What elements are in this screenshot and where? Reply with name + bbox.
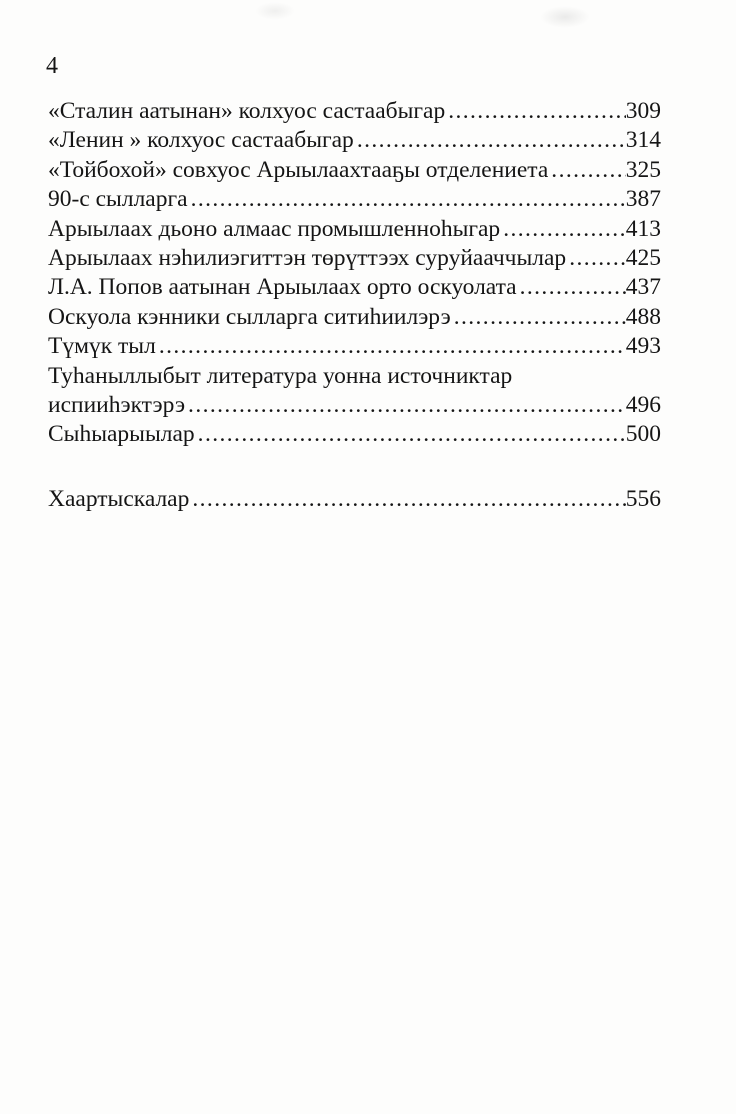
toc-entry-title: испииһэктэрэ [48, 392, 186, 419]
toc-entry-page: 437 [625, 274, 661, 301]
toc-entry-title: Арыылаах нэһилиэгиттэн төрүттээх суруйааччылар [48, 245, 567, 272]
toc-entry-title: 90-с сылларга [48, 186, 188, 213]
toc-entry-title: Түмүк тыл [48, 333, 156, 360]
toc-dot-leader [503, 215, 626, 244]
toc-entry-page: 314 [625, 127, 661, 154]
toc-entry [48, 156, 661, 185]
toc-entry [48, 273, 661, 302]
toc-entry [48, 420, 661, 449]
toc-entry-page: 556 [625, 485, 661, 512]
toc-entry-title: «Ленин » колхуос састаабыгар [48, 127, 354, 154]
toc-entry-title: «Сталин аатынан» колхуос састаабыгар [48, 98, 446, 124]
toc-dot-leader [191, 185, 626, 214]
toc-entry [48, 362, 661, 391]
toc-entry [48, 391, 661, 420]
table-of-contents [48, 97, 661, 514]
toc-entry-page: 425 [625, 245, 661, 272]
toc-entry-page: 309 [625, 98, 661, 124]
toc-entry [48, 485, 661, 514]
toc-entry-page: 413 [625, 215, 661, 242]
toc-entry-title: Хаартыскалар [48, 485, 190, 512]
toc-entry-title: Туһаныллыбыт литература уонна источниктар [48, 362, 513, 389]
toc-entry-page: 387 [625, 186, 661, 213]
scan-smudge [540, 6, 590, 28]
toc-dot-leader [448, 97, 626, 126]
toc-dot-leader [357, 126, 626, 155]
toc-entry [48, 332, 661, 361]
toc-dot-leader [198, 420, 626, 449]
toc-entry-title: Л.А. Попов аатынан Арыылаах орто оскуолата [48, 274, 517, 301]
toc-dot-leader [188, 391, 626, 420]
toc-entry [48, 185, 661, 214]
toc-entry [48, 126, 661, 155]
toc-entry-page: 488 [625, 303, 661, 330]
toc-dot-leader [159, 332, 626, 361]
toc-entry-page: 493 [625, 333, 661, 360]
toc-entry-title: Арыылаах дьоно алмаас промышленноһыгар [48, 215, 501, 242]
toc-entry-title: Сыһыарыылар [48, 421, 195, 448]
toc-dot-leader [551, 156, 625, 185]
page-number: 4 [46, 53, 58, 79]
scan-smudge [255, 2, 295, 20]
toc-entry [48, 97, 661, 126]
toc-entry [48, 303, 661, 332]
toc-entry [48, 244, 661, 273]
toc-dot-leader [192, 485, 625, 514]
toc-dot-leader [569, 244, 626, 273]
toc-entry-title: «Тойбохой» совхуос Арыылаахтааҕы отделениета [48, 156, 549, 183]
toc-entry-page: 325 [625, 156, 661, 183]
toc-entry-page: 496 [625, 392, 661, 419]
toc-dot-leader [454, 303, 626, 332]
toc-dot-leader [520, 273, 626, 302]
toc-entry-title: Оскуола кэнники сылларга ситиһиилэрэ [48, 303, 451, 330]
toc-entry-page: 500 [625, 421, 661, 448]
toc-entry [48, 215, 661, 244]
